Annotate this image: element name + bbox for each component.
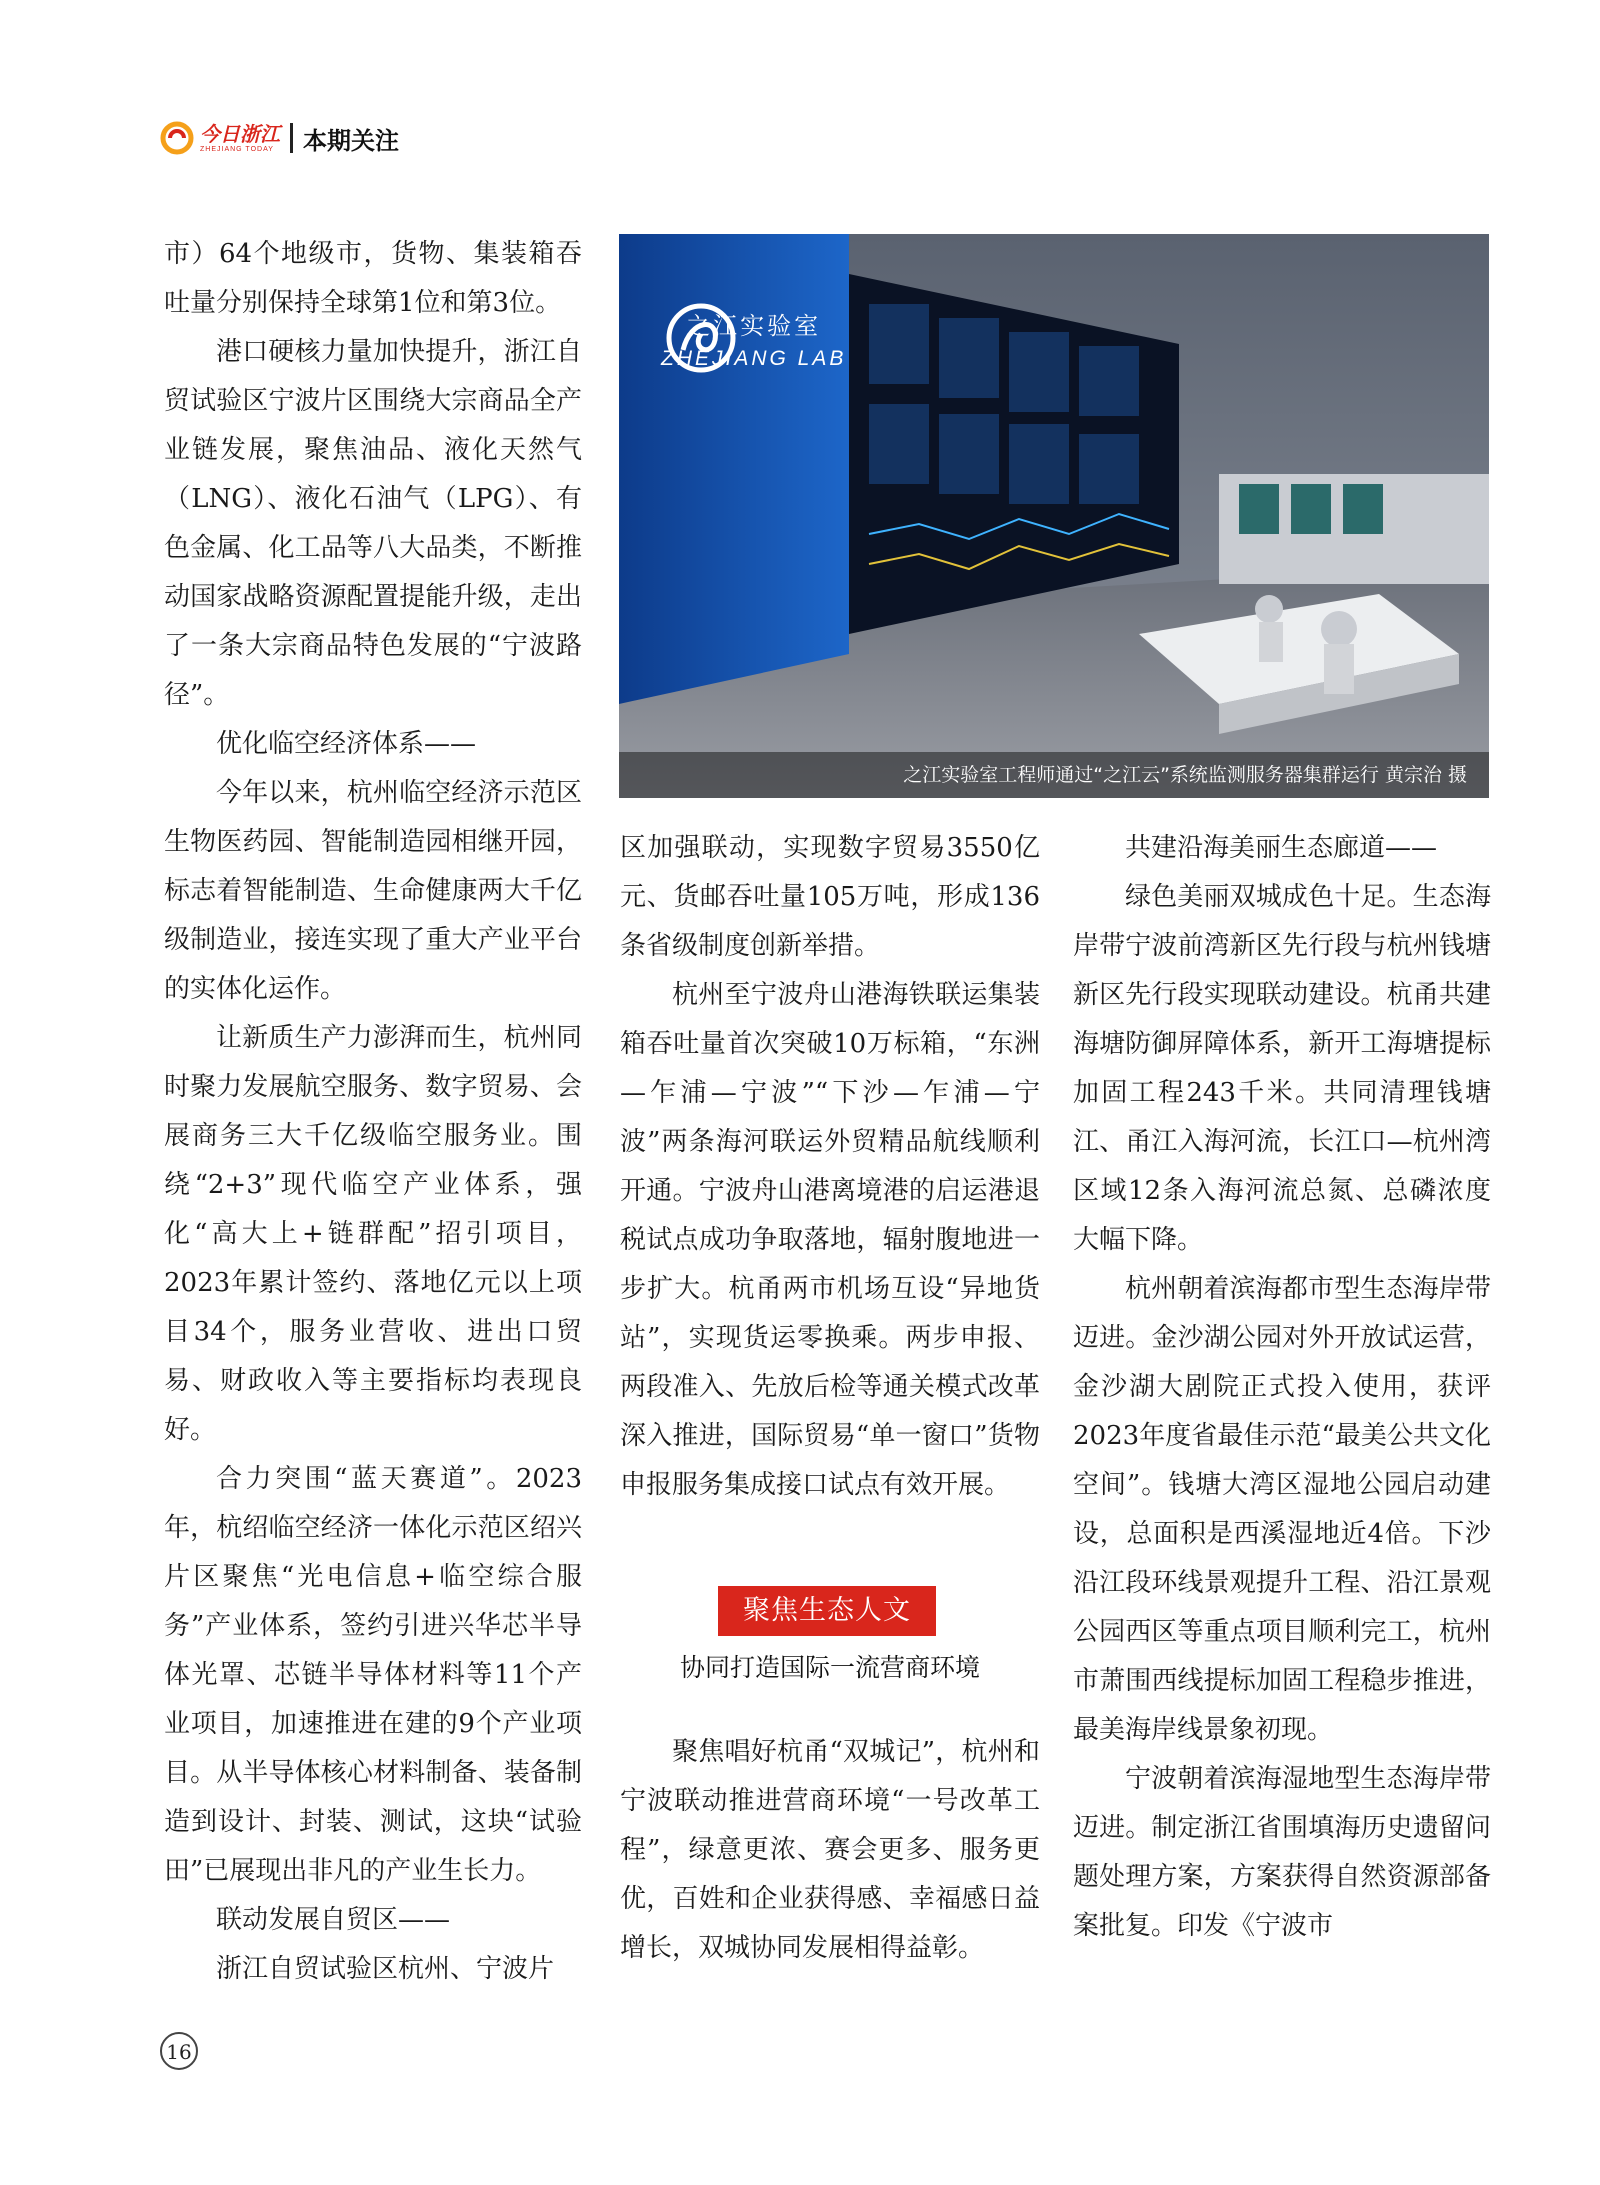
lab-logo-cn: 之江实验室 (686, 312, 822, 340)
column-1 (164, 230, 582, 1994)
subheading: 优化临空经济体系—— (216, 729, 477, 759)
section-heading: 聚焦生态人文 (718, 1586, 936, 1636)
logo-subtext: ZHEJIANG TODAY (200, 145, 274, 153)
subheading: 共建沿海美丽生态廊道—— (1125, 833, 1438, 863)
logo-icon (160, 121, 194, 155)
paragraph: 合力突围“蓝天赛道”。2023年，杭绍临空经济一体化示范区绍兴片区聚焦“光电信息+临空综合服务”产业体系，签约引进兴华芯半导体光罩、芯链半导体材料等11个产业项目，加速推进在建的9个产业项目。从半导体核心材料制备、装备制造到设计、封装、测试，这块“试验田”已展现出非凡的产业生长力。 (164, 1464, 582, 1886)
paragraph: 浙江自贸试验区杭州、宁波片 (216, 1954, 555, 1984)
lab-logo-en: ZHEJIANG LAB (661, 347, 847, 370)
photo-caption: 之江实验室工程师通过“之江云”系统监测服务器集群运行 黄宗治 摄 (619, 752, 1489, 798)
logo-text: 今日浙江 (200, 121, 280, 146)
paragraph: 区加强联动，实现数字贸易3550亿元、货邮吞吐量105万吨，形成136条省级制度创新举措。 (620, 833, 1040, 961)
section-subheading: 协同打造国际一流营商环境 (679, 1653, 980, 1682)
paragraph: 宁波朝着滨海湿地型生态海岸带迈进。制定浙江省围填海历史遗留问题处理方案，方案获得自然资源部备案批复。印发《宁波市 (1073, 1764, 1491, 1941)
lab-logo (661, 298, 846, 371)
column-2 (620, 824, 1040, 1510)
paragraph: 杭州朝着滨海都市型生态海岸带迈进。金沙湖公园对外开放试运营，金沙湖大剧院正式投入使用，获评2023年度省最佳示范“最美公共文化空间”。钱塘大湾区湿地公园启动建设，总面积是西溪湿地近4倍。下沙沿江段环线景观提升工程、沿江景观公园西区等重点项目顺利完工，杭州市萧围西线提标加固工程稳步推进，最美海岸线景象初现。 (1073, 1274, 1491, 1745)
paragraph: 市）64个地级市，货物、集装箱吞吐量分别保持全球第1位和第3位。 (164, 239, 582, 318)
page-number: 16 (160, 2032, 198, 2070)
header-divider (290, 123, 293, 153)
paragraph: 港口硬核力量加快提升，浙江自贸试验区宁波片区围绕大宗商品全产业链发展，聚焦油品、液化天然气（LNG）、液化石油气（LPG）、有色金属、化工品等八大品类，不断推动国家战略资源配置提能升级，走出了一条大宗商品特色发展的“宁波路径”。 (164, 337, 582, 710)
article-photo (619, 234, 1489, 798)
subheading: 联动发展自贸区—— (216, 1905, 451, 1935)
section-title: 本期关注 (303, 126, 399, 155)
column-3 (1073, 824, 1491, 1951)
paragraph: 让新质生产力澎湃而生，杭州同时聚力发展航空服务、数字贸易、会展商务三大千亿级临空服务业。围绕“2+3”现代临空产业体系，强化“高大上+链群配”招引项目，2023年累计签约、落地亿元以上项目34个，服务业营收、进出口贸易、财政收入等主要指标均表现良好。 (164, 1023, 582, 1445)
paragraph: 今年以来，杭州临空经济示范区生物医药园、智能制造园相继开园，标志着智能制造、生命健康两大千亿级制造业，接连实现了重大产业平台的实体化运作。 (164, 778, 582, 1004)
paragraph: 绿色美丽双城成色十足。生态海岸带宁波前湾新区先行段与杭州钱塘新区先行段实现联动建设。杭甬共建海塘防御屏障体系，新开工海塘提标加固工程243千米。共同清理钱塘江、甬江入海河流，长江口—杭州湾区域12条入海河流总氮、总磷浓度大幅下降。 (1073, 882, 1491, 1255)
paragraph: 杭州至宁波舟山港海铁联运集装箱吞吐量首次突破10万标箱，“东洲—乍浦—宁波”“下沙—乍浦—宁波”两条海河联运外贸精品航线顺利开通。宁波舟山港离境港的启运港退税试点成功争取落地，辐射腹地进一步扩大。杭甬两市机场互设“异地货站”，实现货运零换乘。两步申报、两段准入、先放后检等通关模式改革深入推进，国际贸易“单一窗口”货物申报服务集成接口试点有效开展。 (620, 980, 1040, 1500)
lab-logo-icon (661, 298, 741, 378)
column-2-continued (620, 1728, 1040, 1973)
paragraph: 聚焦唱好杭甬“双城记”，杭州和宁波联动推进营商环境“一号改革工程”，绿意更浓、赛会更多、服务更优，百姓和企业获得感、幸福感日益增长，双城协同发展相得益彰。 (620, 1737, 1040, 1963)
logo (200, 121, 280, 153)
masthead (160, 118, 399, 158)
